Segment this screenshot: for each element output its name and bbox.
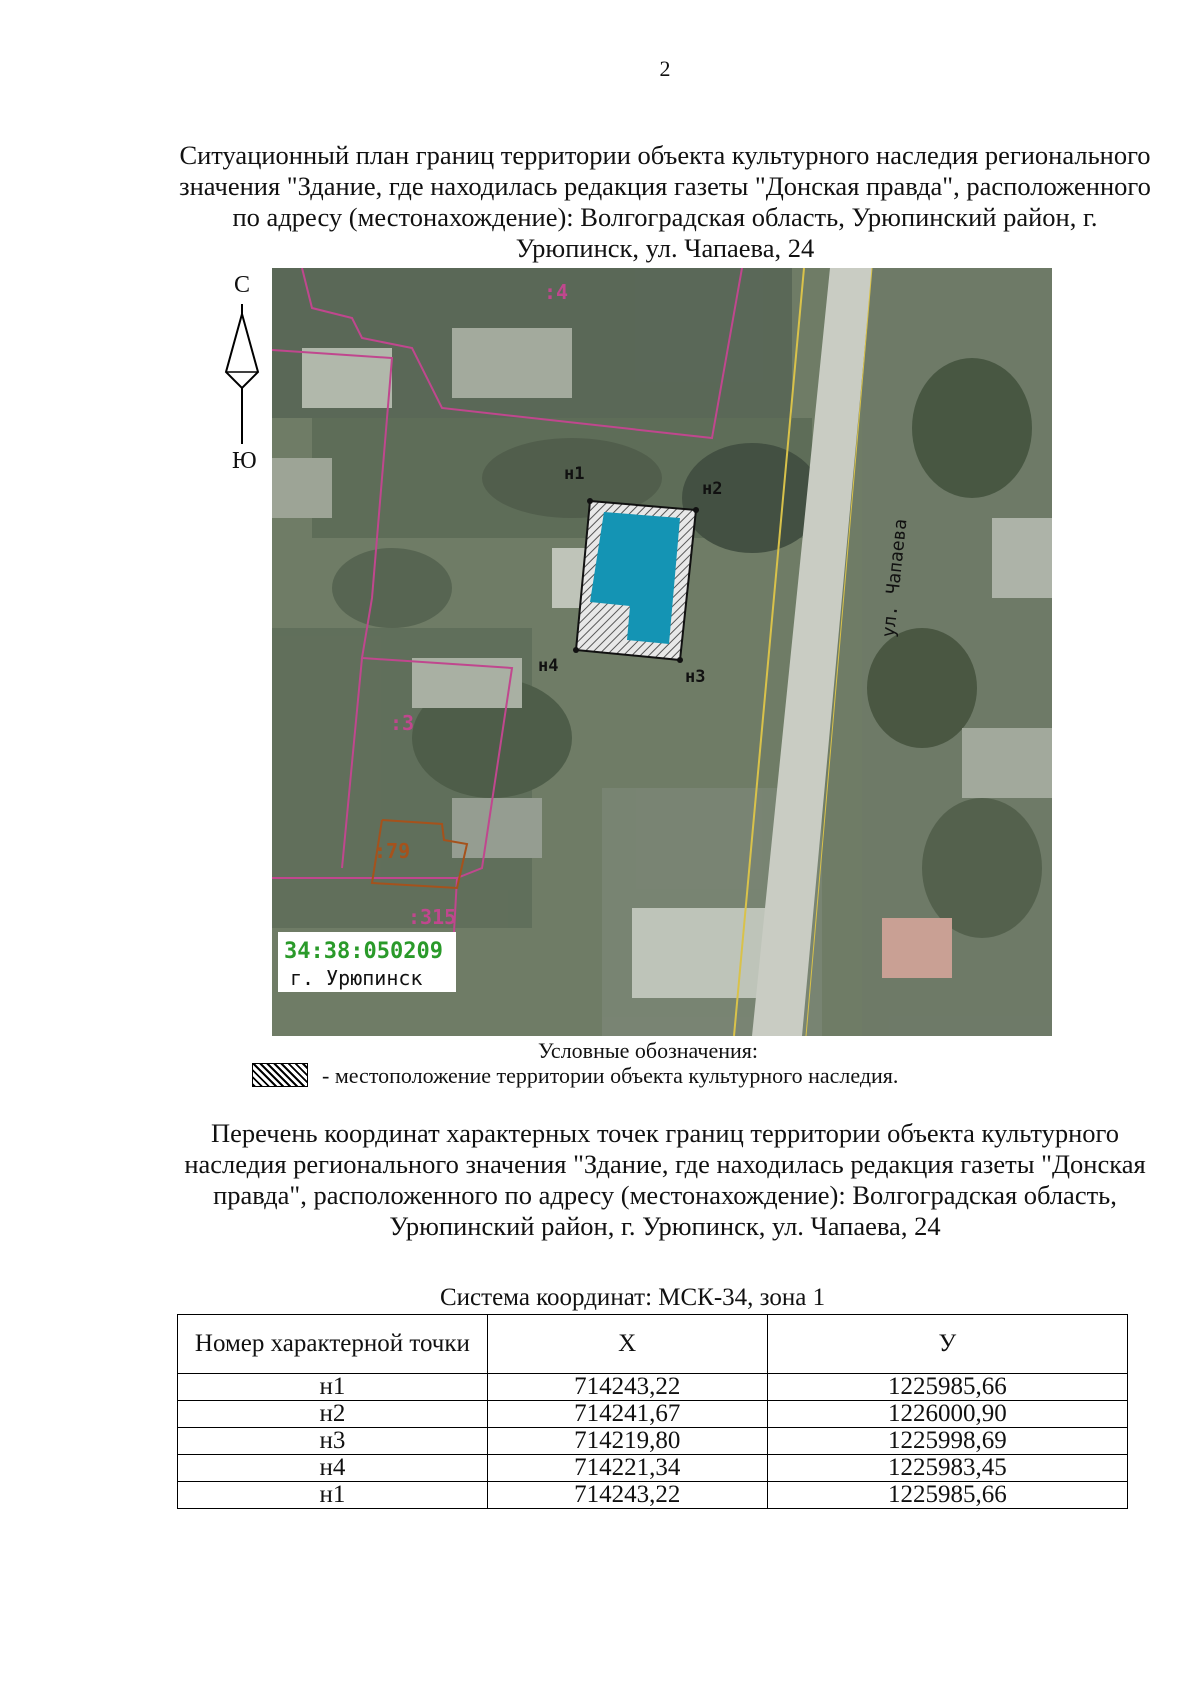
header-y: У: [767, 1315, 1127, 1374]
table-row: [178, 1401, 1128, 1428]
north-arrow: [212, 268, 272, 478]
street-label: ул. Чапаева: [878, 517, 912, 639]
table-row: [178, 1482, 1128, 1509]
y-value: 1226000,90: [767, 1401, 1127, 1428]
situation-map: [272, 268, 1052, 1036]
table-row: [178, 1455, 1128, 1482]
x-value: 714243,22: [487, 1482, 767, 1509]
point-number: н1: [178, 1374, 488, 1401]
table-header-row: [178, 1315, 1128, 1374]
y-value: 1225983,45: [767, 1455, 1127, 1482]
point-number: н2: [178, 1401, 488, 1428]
table-row: [178, 1428, 1128, 1455]
point-label-n2: н2: [702, 479, 723, 499]
coordinate-system: Система координат: МСК-34, зона 1: [440, 1284, 826, 1311]
y-value: 1225998,69: [767, 1428, 1127, 1455]
page-number: 2: [659, 56, 671, 81]
point-label-n3: н3: [685, 667, 706, 687]
point-label-n4: н4: [538, 656, 559, 676]
point-number: н1: [178, 1482, 488, 1509]
plan-title: Ситуационный план границ территории объекта культурного наследия регионального значения "Здание, где находилась редакция газеты "Донская правда", расположенного по адресу (местонахождение): Волгоградская область, Урюпинский район, г. Урюпинск, ул. Чапаева, 24: [179, 140, 1151, 263]
hatch-legend-icon: [252, 1063, 308, 1087]
table-row: [178, 1374, 1128, 1401]
south-label: Ю: [232, 448, 257, 474]
point-number: н3: [178, 1428, 488, 1455]
parcel-label-4: :4: [544, 280, 569, 304]
north-label: С: [234, 272, 251, 298]
coordinates-table: [177, 1314, 1128, 1509]
parcel-label-79: :79: [374, 839, 411, 863]
compass-arrow-icon: [212, 304, 272, 444]
coordinates-list-title: Перечень координат характерных точек границ территории объекта культурного наследия регионального значения "Здание, где находилась редакция газеты "Донская правда", расположенного по адресу (местонахождение): Волгоградская область, Урюпинский район, г. Урюпинск, ул. Чапаева, 24: [184, 1118, 1146, 1241]
legend-title: Условные обозначения:: [538, 1038, 759, 1063]
x-value: 714221,34: [487, 1455, 767, 1482]
y-value: 1225985,66: [767, 1482, 1127, 1509]
y-value: 1225985,66: [767, 1374, 1127, 1401]
point-number: н4: [178, 1455, 488, 1482]
legend-item: - местоположение территории объекта культурного наследия.: [322, 1063, 899, 1088]
x-value: 714243,22: [487, 1374, 767, 1401]
city-label: г. Урюпинск: [290, 966, 423, 990]
x-value: 714241,67: [487, 1401, 767, 1428]
header-point-number: Номер характерной точки: [178, 1315, 488, 1374]
parcel-label-3: :3: [390, 711, 415, 735]
point-label-n1: н1: [564, 464, 585, 484]
parcel-label-315: :315: [408, 905, 457, 929]
cadastral-quarter-label: 34:38:050209: [284, 939, 443, 964]
x-value: 714219,80: [487, 1428, 767, 1455]
header-x: X: [487, 1315, 767, 1374]
